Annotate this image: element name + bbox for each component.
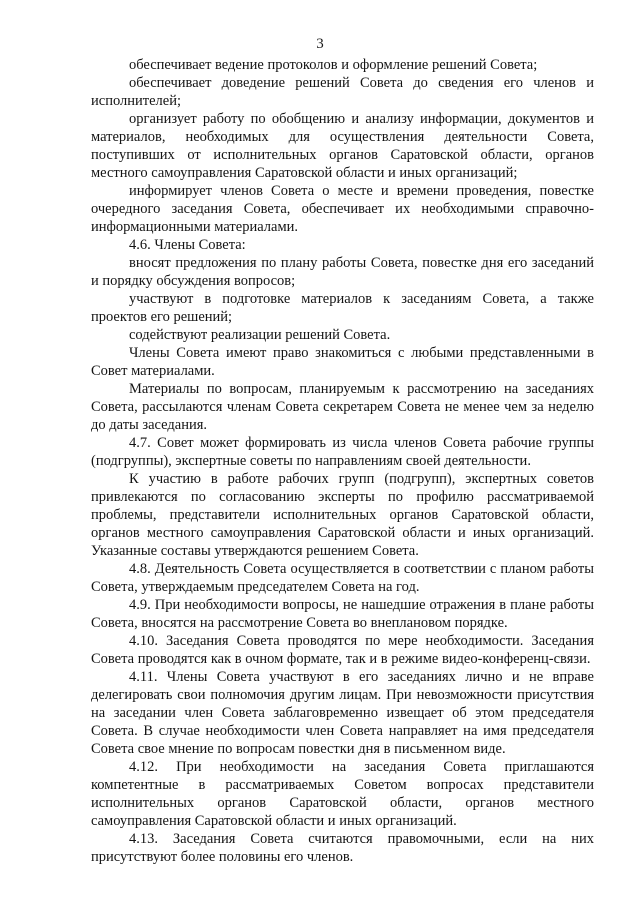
paragraph: 4.9. При необходимости вопросы, не нашедшие отражения в плане работы Совета, вносятся на рассмотрение Совета во внеплановом порядке. xyxy=(91,597,594,631)
page-number: 3 xyxy=(316,36,324,52)
document-body xyxy=(91,56,594,866)
paragraph: 4.12. При необходимости на заседания Совета приглашаются компетентные в рассматриваемых Советом вопросах представители исполнительных органов Саратовской области, органов местного самоуправления Саратовской области и иных организаций. xyxy=(91,759,594,829)
paragraph: обеспечивает ведение протоколов и оформление решений Совета; xyxy=(129,57,538,73)
paragraph: обеспечивает доведение решений Совета до сведения его членов и исполнителей; xyxy=(91,75,594,109)
paragraph: информирует членов Совета о месте и времени проведения, повестке очередного заседания Совета, обеспечивает их необходимыми справочно-информационными материалами. xyxy=(91,183,594,235)
paragraph: 4.8. Деятельность Совета осуществляется в соответствии с планом работы Совета, утверждаемым председателем Совета на год. xyxy=(91,561,594,595)
paragraph: Члены Совета имеют право знакомиться с любыми представленными в Совет материалами. xyxy=(91,345,594,379)
paragraph: организует работу по обобщению и анализу информации, документов и материалов, необходимых для осуществления деятельности Совета, поступивших от исполнительных органов Саратовской области, органов местного самоуправления Саратовской области и иных организаций; xyxy=(91,111,594,181)
paragraph: 4.7. Совет может формировать из числа членов Совета рабочие группы (подгруппы), экспертные советы по направлениям своей деятельности. xyxy=(91,435,594,469)
paragraph: Материалы по вопросам, планируемым к рассмотрению на заседаниях Совета, рассылаются членам Совета секретарем Совета не менее чем за неделю до даты заседания. xyxy=(91,381,594,433)
paragraph: 4.13. Заседания Совета считаются правомочными, если на них присутствуют более половины его членов. xyxy=(91,831,594,865)
paragraph: участвуют в подготовке материалов к заседаниям Совета, а также проектов его решений; xyxy=(91,291,594,325)
paragraph: К участию в работе рабочих групп (подгрупп), экспертных советов привлекаются по согласованию эксперты по профилю рассматриваемой проблемы, представители исполнительных органов Саратовской области, органов местного самоуправления Саратовской области и иных организаций. Указанные составы утверждаются решением Совета. xyxy=(91,471,594,559)
paragraph: вносят предложения по плану работы Совета, повестке дня его заседаний и порядку обсуждения вопросов; xyxy=(91,255,594,289)
paragraph: содействуют реализации решений Совета. xyxy=(129,327,391,343)
paragraph: 4.10. Заседания Совета проводятся по мере необходимости. Заседания Совета проводятся как в очном формате, так и в режиме видео-конференц-связи. xyxy=(91,633,594,667)
paragraph: 4.11. Члены Совета участвуют в его заседаниях лично и не вправе делегировать свои полномочия другим лицам. При невозможности присутствия на заседании член Совета заблаговременно извещает об этом председателя Совета. В случае необходимости член Совета направляет на имя председателя Совета свое мнение по вопросам повестки дня в письменном виде. xyxy=(91,669,594,757)
paragraph: 4.6. Члены Совета: xyxy=(129,237,246,253)
